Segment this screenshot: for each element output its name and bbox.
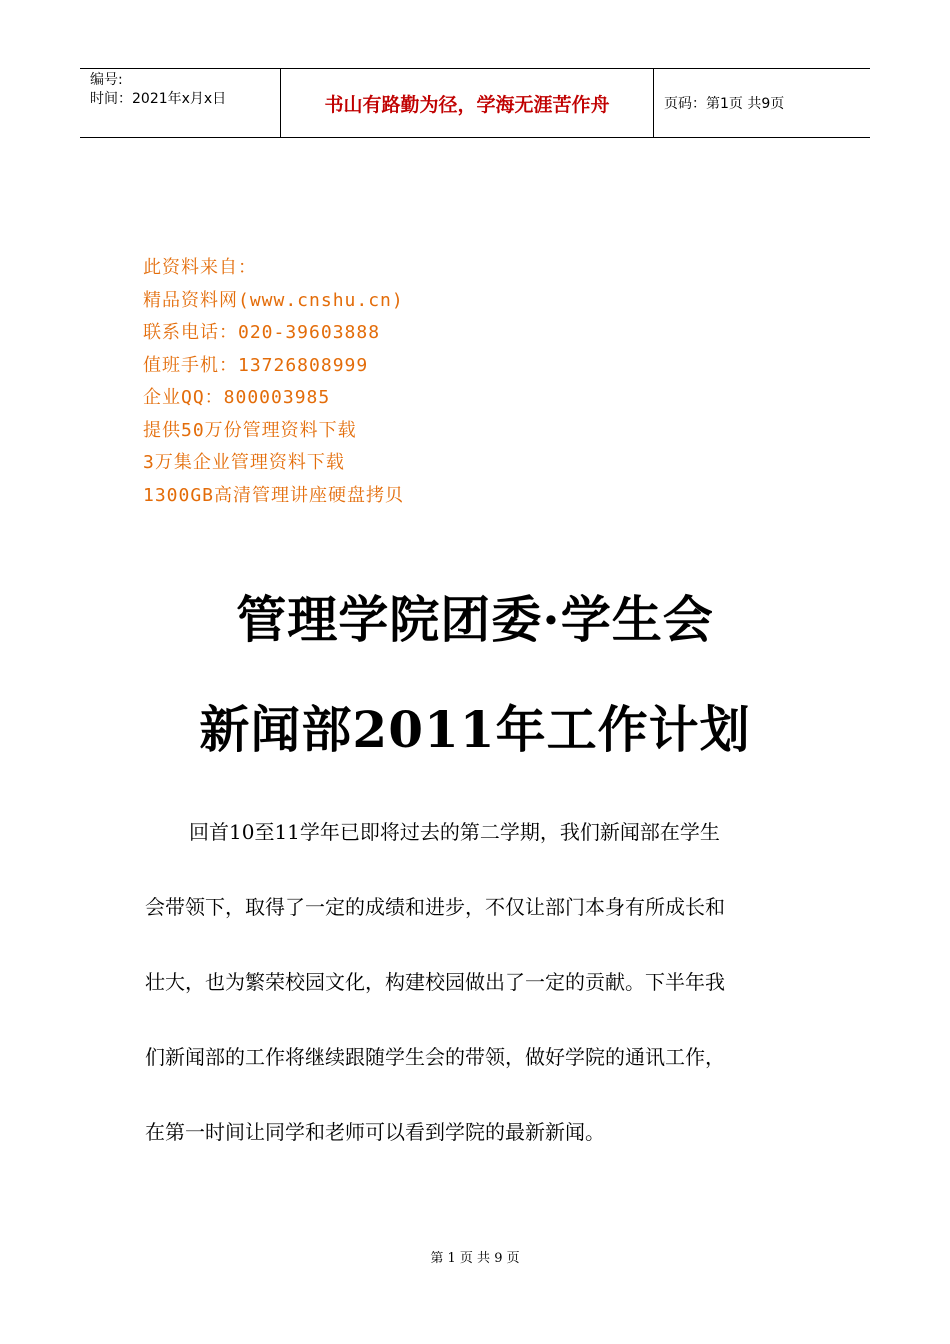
document-title-line-2: 新闻部2011年工作计划 bbox=[199, 700, 751, 759]
source-line: 值班手机：13726808999 bbox=[143, 354, 369, 376]
source-line: 1300GB高清管理讲座硬盘拷贝 bbox=[143, 484, 405, 506]
paragraph-line: 会带领下，取得了一定的成绩和进步，不仅让部门本身有所成长和 bbox=[145, 895, 725, 919]
source-line: 精品资料网(www.cnshu.cn) bbox=[143, 289, 404, 311]
source-line: 提供50万份管理资料下载 bbox=[143, 419, 357, 441]
source-line: 此资料来自： bbox=[143, 257, 257, 278]
motto-text: 书山有路勤为径，学海无涯苦作舟 bbox=[324, 93, 610, 116]
header-motto-cell bbox=[281, 69, 654, 137]
source-line: 3万集企业管理资料下载 bbox=[143, 452, 345, 473]
source-info-block bbox=[143, 252, 404, 512]
source-line: 联系电话：020-39603888 bbox=[143, 322, 381, 343]
header-page-cell bbox=[654, 69, 870, 137]
header-meta-cell bbox=[80, 69, 281, 137]
page-header bbox=[80, 68, 870, 138]
page-footer bbox=[0, 1247, 950, 1266]
source-line: 企业QQ：800003985 bbox=[143, 387, 331, 408]
footer-page-number: 第 1 页 共 9 页 bbox=[430, 1251, 520, 1266]
paragraph-line: 壮大，也为繁荣校园文化，构建校园做出了一定的贡献。下半年我 bbox=[145, 970, 725, 994]
date-label: 时间：2021年x月x日 bbox=[90, 91, 227, 107]
paragraph-line: 在第一时间让同学和老师可以看到学院的最新新闻。 bbox=[145, 1120, 605, 1144]
paragraph-line: 回首10至11学年已即将过去的第二学期，我们新闻部在学生 bbox=[189, 820, 720, 844]
serial-number-label: 编号: bbox=[90, 72, 123, 88]
document-title-line-1: 管理学院团委·学生会 bbox=[236, 590, 714, 649]
body-paragraph bbox=[145, 795, 805, 1170]
paragraph-line: 们新闻部的工作将继续跟随学生会的带领，做好学院的通讯工作， bbox=[145, 1045, 725, 1069]
page-info-text: 页码：第1页 共9页 bbox=[664, 96, 785, 112]
